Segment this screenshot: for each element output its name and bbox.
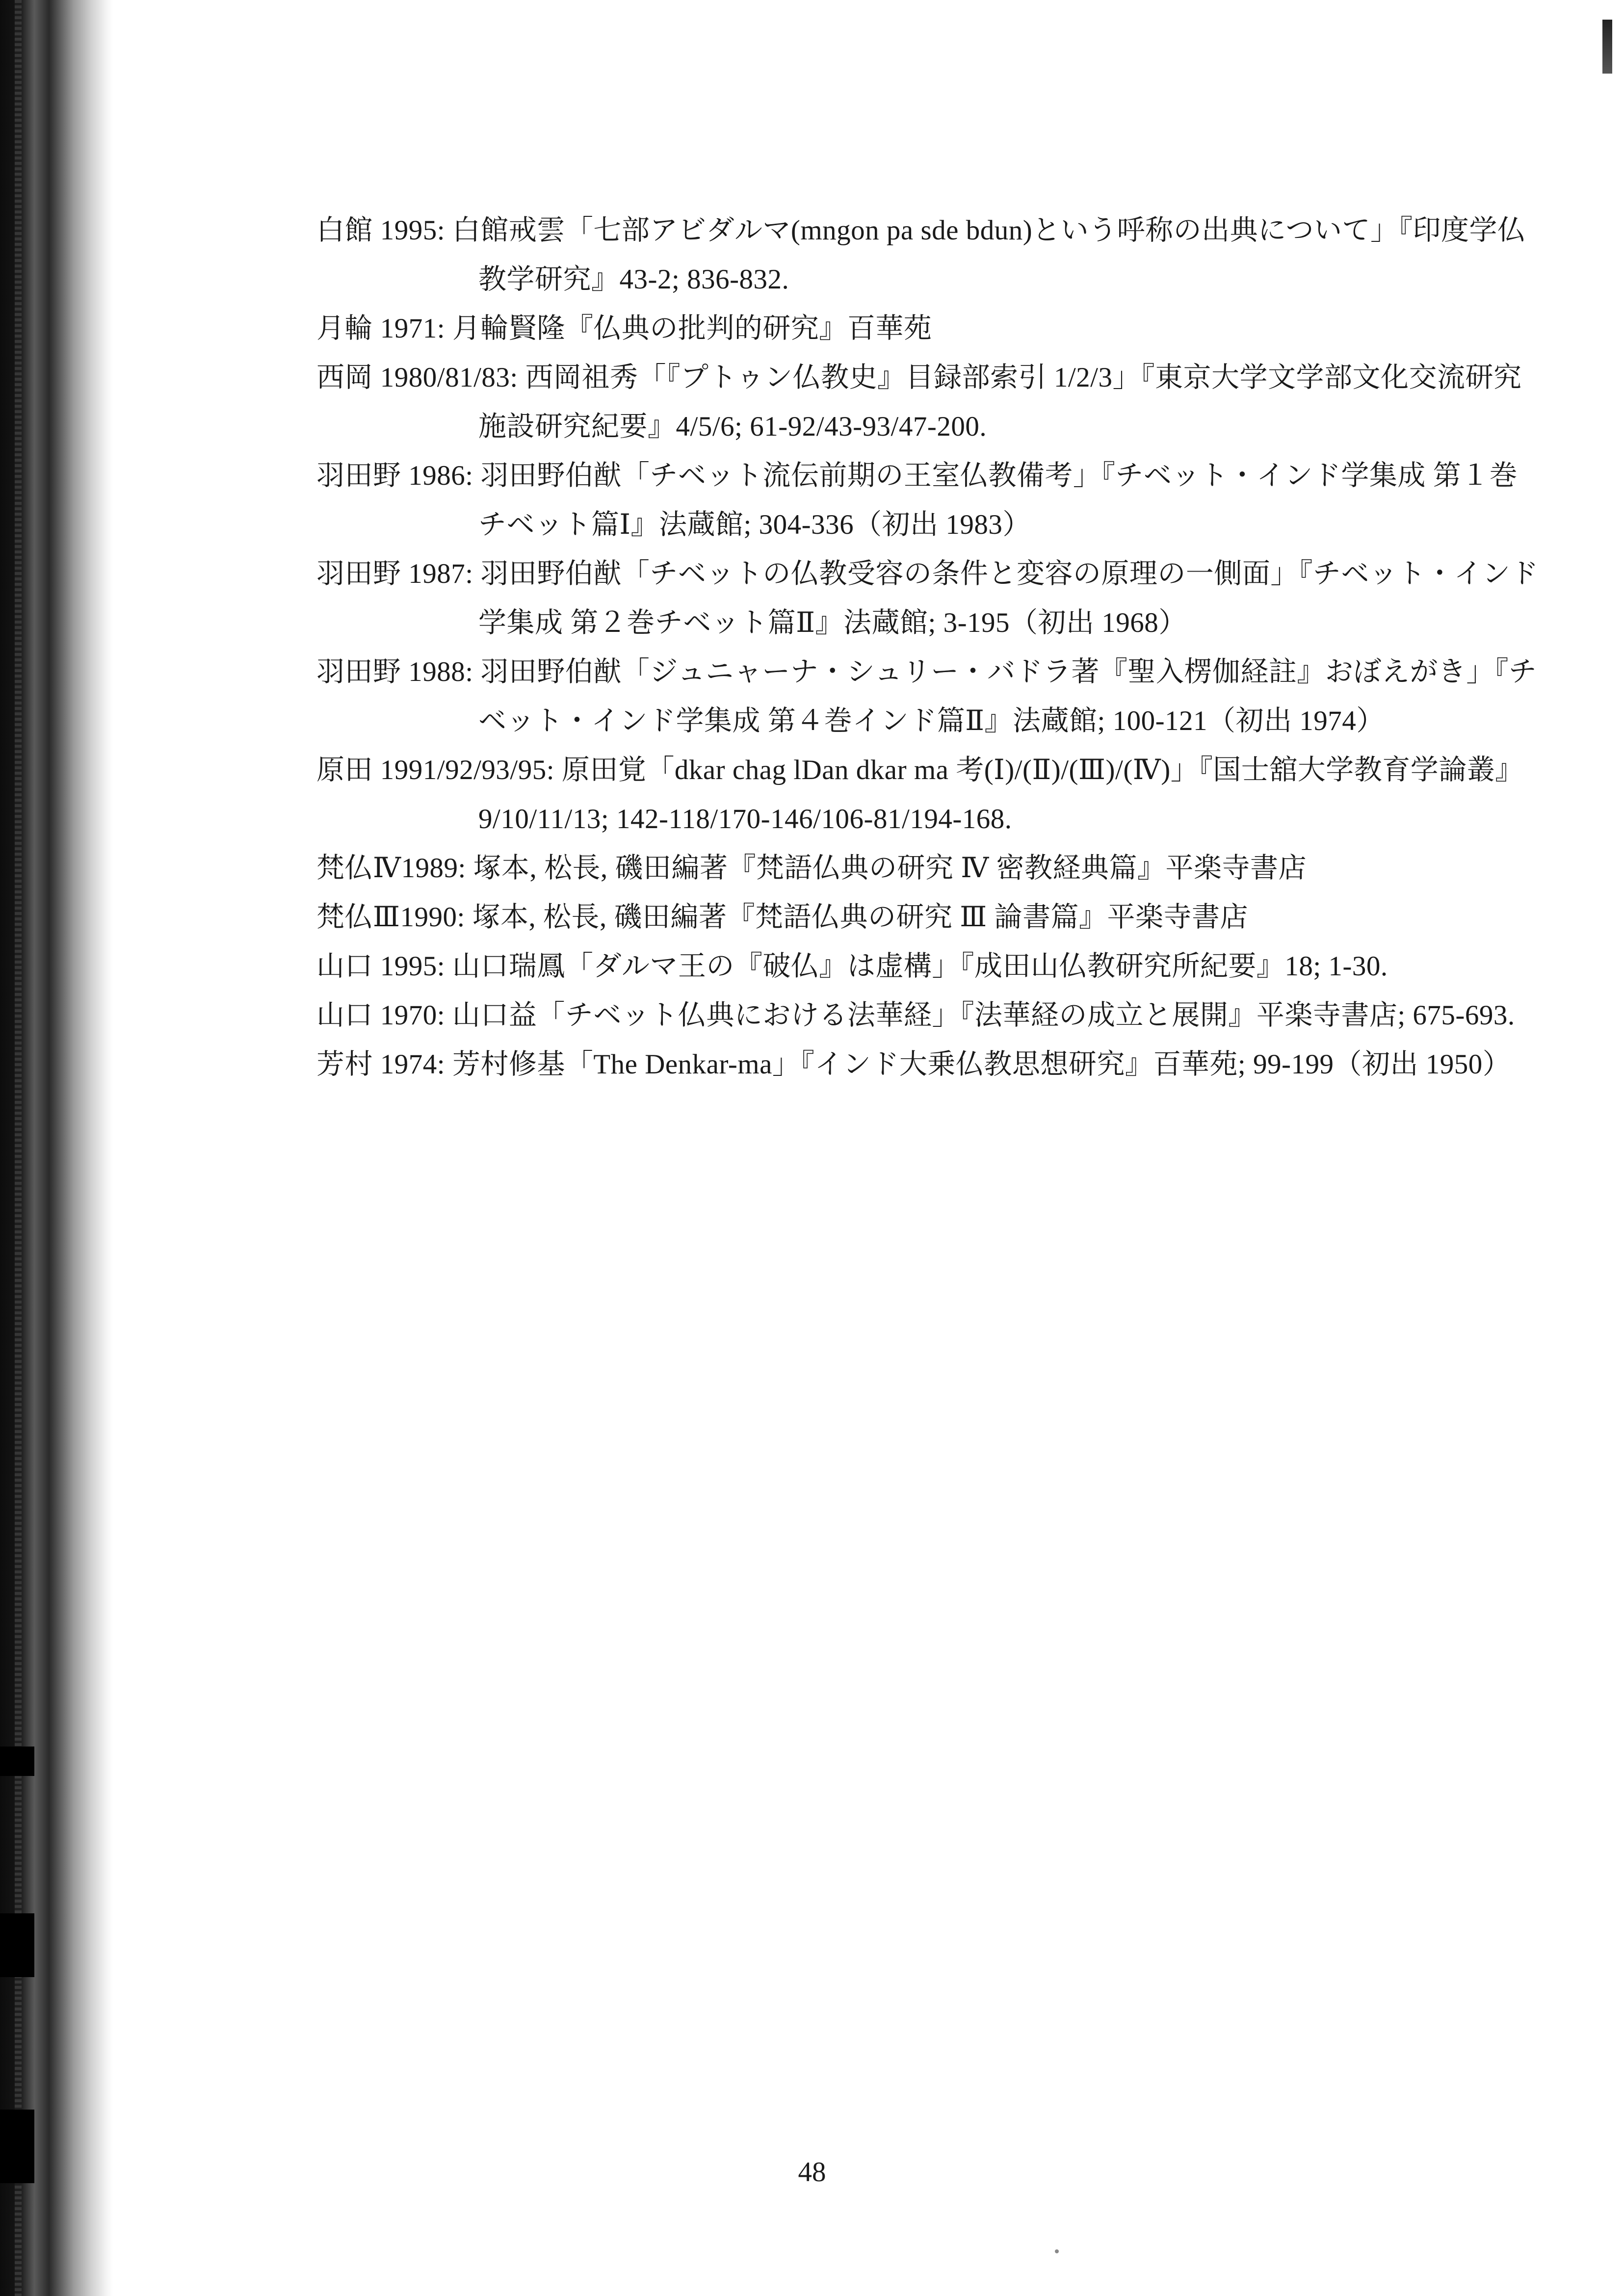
reference-entry — [316, 844, 1543, 893]
reference-key: 羽田野 1988: — [316, 656, 473, 687]
reference-text: 芳村修基「The Denkar-ma」『インド大乗仏教思想研究』百華苑; 99-199（初出 1950） — [452, 1049, 1511, 1080]
reference-entry — [316, 746, 1543, 844]
reference-key: 梵仏Ⅲ1990: — [316, 902, 465, 933]
reference-text: 山口益「チベット仏典における法華経」『法華経の成立と展開』平楽寺書店; 675-693. — [452, 1000, 1515, 1031]
reference-entry — [316, 206, 1543, 304]
scan-speck — [1055, 2249, 1059, 2253]
scan-edge-mark — [0, 1913, 34, 1977]
reference-entry — [316, 304, 1543, 353]
reference-text: 羽田野伯猷「ジュニャーナ・シュリー・バドラ著『聖入楞伽経註』おぼえがき」『チベット・インド学集成 第４巻インド篇Ⅱ』法蔵館; 100-121（初出 1974） — [478, 656, 1537, 736]
reference-text: 月輪賢隆『仏典の批判的研究』百華苑 — [452, 313, 932, 344]
reference-entry — [316, 648, 1543, 746]
reference-key: 山口 1970: — [316, 1000, 445, 1031]
reference-list — [316, 206, 1543, 1089]
reference-text: 原田覚「dkar chag lDan dkar ma 考(Ⅰ)/(Ⅱ)/(Ⅲ)/(Ⅳ)」『国士舘大学教育学論叢』9/10/11/13; 142-118/170-146/106-81/194-168. — [478, 755, 1523, 835]
scan-corner-mark — [1602, 20, 1612, 74]
reference-entry — [316, 353, 1543, 451]
reference-entry — [316, 1040, 1543, 1089]
reference-key: 西岡 1980/81/83: — [316, 362, 518, 393]
reference-key: 原田 1991/92/93/95: — [316, 755, 555, 785]
reference-key: 梵仏Ⅳ1989: — [316, 853, 466, 884]
reference-text: 塚本, 松長, 磯田編著『梵語仏典の研究 Ⅲ 論書篇』平楽寺書店 — [472, 902, 1249, 933]
reference-text: 山口瑞鳳「ダルマ王の『破仏』は虚構」『成田山仏教研究所紀要』18; 1-30. — [452, 951, 1388, 982]
reference-text: 羽田野伯猷「チベットの仏教受容の条件と変容の原理の一側面」『チベット・インド学集成 第２巻チベット篇Ⅱ』法蔵館; 3-195（初出 1968） — [478, 558, 1539, 638]
reference-key: 羽田野 1987: — [316, 558, 473, 589]
reference-key: 芳村 1974: — [316, 1049, 445, 1080]
reference-key: 山口 1995: — [316, 951, 445, 982]
reference-entry — [316, 991, 1543, 1040]
reference-key: 月輪 1971: — [316, 313, 445, 344]
reference-entry — [316, 893, 1543, 942]
reference-entry — [316, 942, 1543, 991]
reference-entry — [316, 451, 1543, 549]
reference-text: 羽田野伯猷「チベット流伝前期の王室仏教備考」『チベット・インド学集成 第１巻チベット篇Ⅰ』法蔵館; 304-336（初出 1983） — [478, 460, 1518, 540]
page-number: 48 — [798, 2157, 826, 2188]
reference-text: 塚本, 松長, 磯田編著『梵語仏典の研究 Ⅳ 密教経典篇』平楽寺書店 — [473, 853, 1307, 884]
reference-key: 羽田野 1986: — [316, 460, 473, 491]
scan-edge-mark — [0, 1747, 34, 1776]
reference-key: 白館 1995: — [316, 215, 445, 246]
reference-entry — [316, 549, 1543, 648]
reference-text: 西岡祖秀「『プトゥン仏教史』目録部索引 1/2/3」『東京大学文学部文化交流研究施設研究紀要』4/5/6; 61-92/43-93/47-200. — [478, 362, 1522, 442]
reference-text: 白館戒雲「七部アビダルマ(mngon pa sde bdun)という呼称の出典について」『印度学仏教学研究』43-2; 836-832. — [452, 215, 1526, 295]
